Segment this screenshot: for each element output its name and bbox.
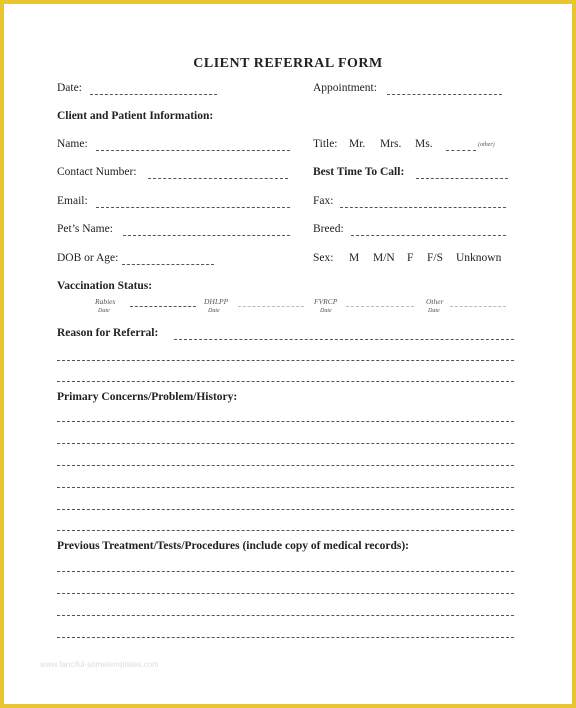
client-section-heading: Client and Patient Information: [57,110,214,122]
best-time-field[interactable] [416,178,508,179]
pet-name-field[interactable] [123,235,290,236]
form-page [4,4,572,704]
pet-name-label: Pet’s Name: [57,223,113,235]
reason-line-3[interactable] [57,381,514,382]
vaccine-other-date-label: Date [428,308,440,314]
vaccine-rabies-label: Rabies [95,297,116,306]
vaccine-dhlpp-label: DHLPP [204,297,229,306]
reason-line-2[interactable] [57,360,514,361]
breed-field[interactable] [351,235,506,236]
previous-line-2[interactable] [57,593,514,594]
sex-option-m[interactable]: M [349,252,360,264]
vaccine-dhlpp-date-label: Date [208,308,220,314]
name-label: Name: [57,138,88,150]
vaccine-fvrcp-date-label: Date [320,308,332,314]
vaccination-heading: Vaccination Status: [57,280,153,292]
contact-number-label: Contact Number: [57,166,137,178]
date-field[interactable] [90,94,217,95]
vaccine-fvrcp-label: FVRCP [314,297,338,306]
concerns-line-6[interactable] [57,530,514,531]
appointment-label: Appointment: [313,82,377,94]
title-other-field[interactable] [446,150,476,151]
sex-option-f[interactable]: F [407,252,414,264]
form-title: CLIENT REFERRAL FORM [193,56,383,71]
vaccine-fvrcp-field[interactable] [346,306,414,307]
fax-field[interactable] [340,207,506,208]
watermark: www.fanciful-sometemplates.com [40,660,159,669]
concerns-line-1[interactable] [57,421,514,422]
vaccine-rabies-date-label: Date [98,308,110,314]
reason-heading: Reason for Referral: [57,327,159,339]
concerns-heading: Primary Concerns/Problem/History: [57,391,238,403]
title-mrs-option[interactable]: Mrs. [380,138,402,150]
vaccine-rabies-field[interactable] [130,306,196,307]
previous-line-3[interactable] [57,615,514,616]
title-label: Title: [313,138,338,150]
name-field[interactable] [96,150,290,151]
sex-label: Sex: [313,252,334,264]
appointment-field[interactable] [387,94,502,95]
concerns-line-4[interactable] [57,487,514,488]
title-other-label: (other) [478,142,495,148]
concerns-line-3[interactable] [57,465,514,466]
concerns-line-2[interactable] [57,443,514,444]
contact-number-field[interactable] [148,178,288,179]
previous-treatment-heading: Previous Treatment/Tests/Procedures (include copy of medical records): [57,540,409,552]
dob-field[interactable] [122,264,214,265]
date-label: Date: [57,82,82,94]
title-ms-option[interactable]: Ms. [415,138,433,150]
vaccine-other-field[interactable] [450,306,506,307]
sex-option-fs[interactable]: F/S [427,252,443,264]
concerns-line-5[interactable] [57,509,514,510]
fax-label: Fax: [313,195,334,207]
reason-line-1[interactable] [174,339,514,340]
title-mr-option[interactable]: Mr. [349,138,366,150]
email-label: Email: [57,195,88,207]
vaccine-dhlpp-field[interactable] [238,306,304,307]
dob-label: DOB or Age: [57,252,119,264]
previous-line-4[interactable] [57,637,514,638]
email-field[interactable] [96,207,290,208]
sex-option-mn[interactable]: M/N [373,252,395,264]
vaccine-other-label: Other [426,297,444,306]
sex-option-unknown[interactable]: Unknown [456,252,502,264]
previous-line-1[interactable] [57,571,514,572]
best-time-label: Best Time To Call: [313,166,405,178]
breed-label: Breed: [313,223,344,235]
